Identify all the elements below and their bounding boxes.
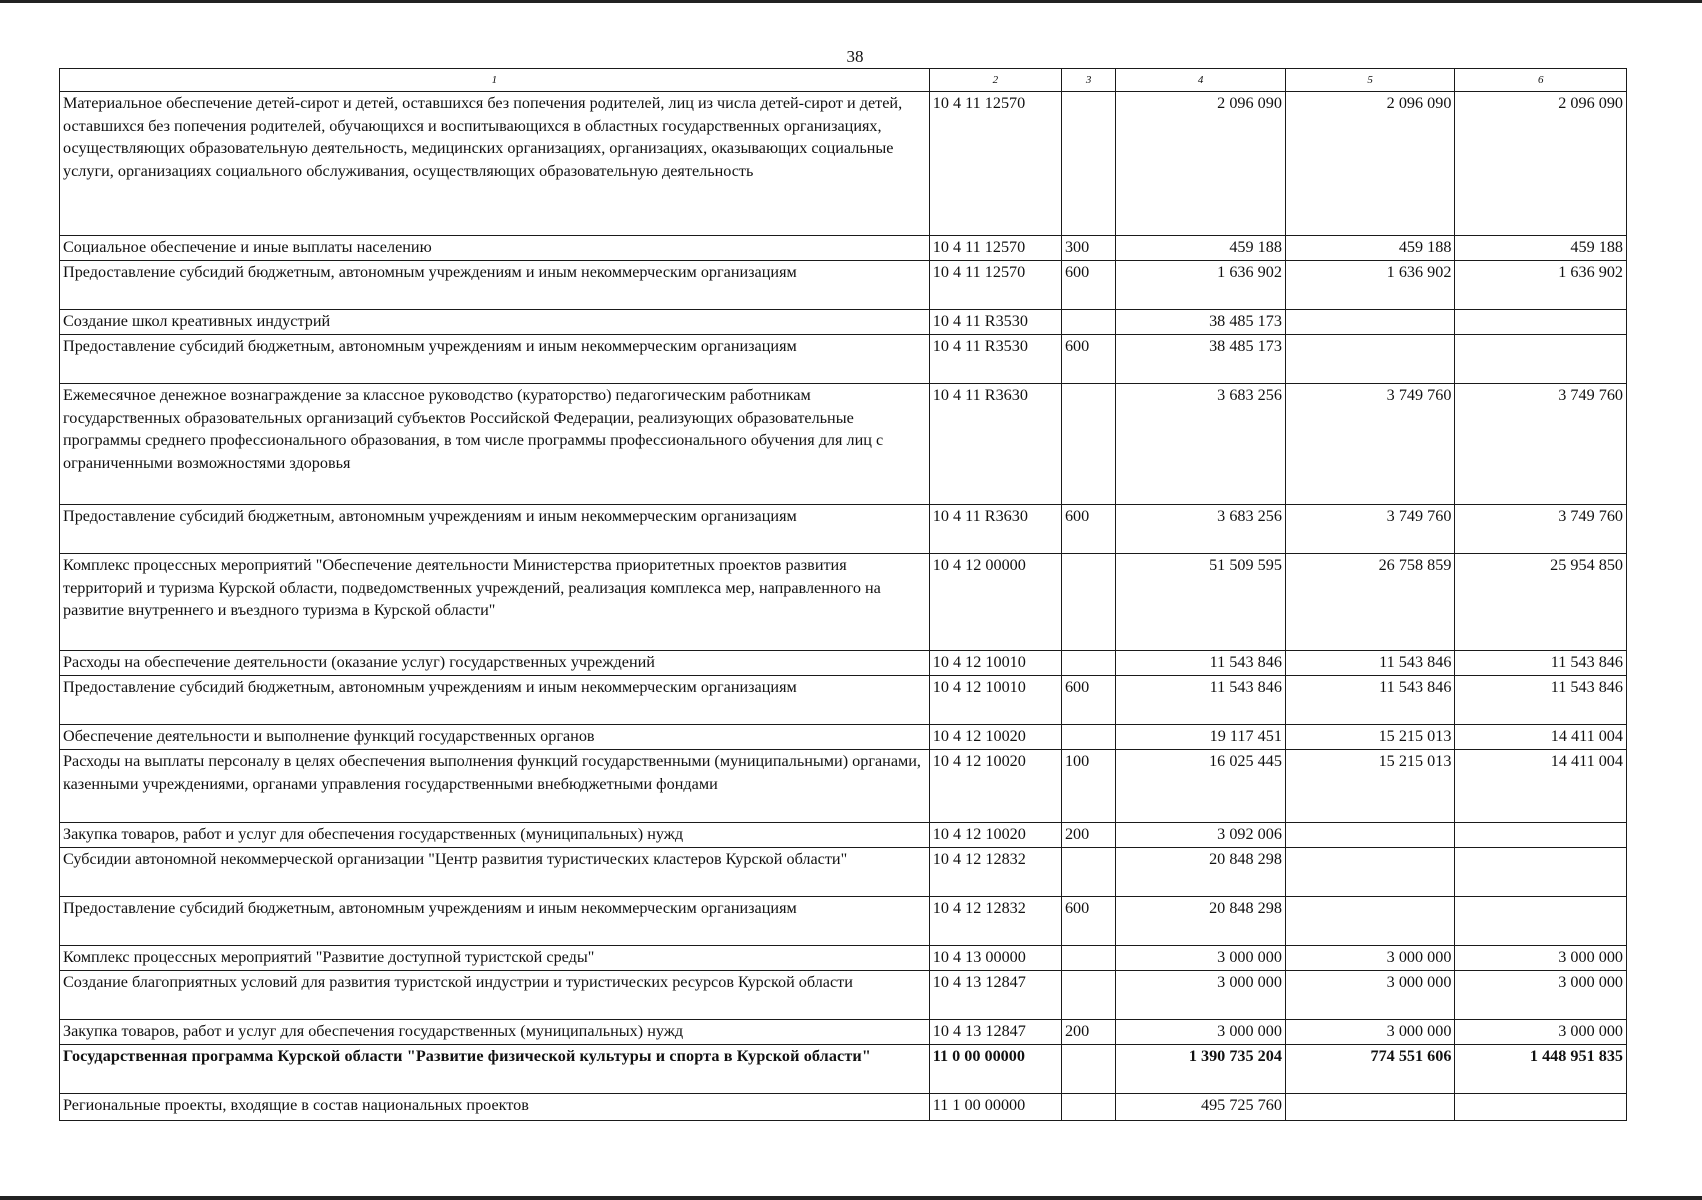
row-expense-type-cell bbox=[1061, 1094, 1115, 1121]
budget-table bbox=[59, 68, 1627, 1121]
row-name-cell: Комплекс процессных мероприятий "Развитие доступной туристской среды" bbox=[60, 946, 930, 971]
row-amount-col6-cell: 3 000 000 bbox=[1455, 971, 1627, 1020]
row-expense-type-cell bbox=[1061, 554, 1115, 651]
row-amount-col5-cell: 15 215 013 bbox=[1285, 750, 1455, 823]
row-expense-type-cell: 200 bbox=[1061, 823, 1115, 848]
row-name-cell: Предоставление субсидий бюджетным, автономным учреждениям и иным некоммерческим организациям bbox=[60, 505, 930, 554]
row-amount-col6-cell: 25 954 850 bbox=[1455, 554, 1627, 651]
row-amount-col6-cell bbox=[1455, 897, 1627, 946]
row-amount-col5-cell: 3 000 000 bbox=[1285, 946, 1455, 971]
scan-edge-top bbox=[0, 0, 1702, 3]
budget-table-body bbox=[60, 69, 1627, 1121]
row-amount-col5-cell: 2 096 090 bbox=[1285, 92, 1455, 236]
table-row bbox=[60, 848, 1627, 897]
row-name-cell: Расходы на обеспечение деятельности (оказание услуг) государственных учреждений bbox=[60, 651, 930, 676]
row-name-cell: Создание благоприятных условий для развития туристской индустрии и туристических ресурсов Курской области bbox=[60, 971, 930, 1020]
row-code-cell: 11 1 00 00000 bbox=[929, 1094, 1061, 1121]
row-amount-col6-cell: 3 749 760 bbox=[1455, 384, 1627, 505]
row-amount-col5-cell: 3 749 760 bbox=[1285, 505, 1455, 554]
row-name-cell: Закупка товаров, работ и услуг для обеспечения государственных (муниципальных) нужд bbox=[60, 823, 930, 848]
row-name-cell: Предоставление субсидий бюджетным, автономным учреждениям и иным некоммерческим организациям bbox=[60, 897, 930, 946]
row-amount-col4-cell: 459 188 bbox=[1116, 236, 1286, 261]
row-amount-col5-cell: 15 215 013 bbox=[1285, 725, 1455, 750]
row-amount-col4-cell: 20 848 298 bbox=[1116, 897, 1286, 946]
row-name-cell: Государственная программа Курской области "Развитие физической культуры и спорта в Курской области" bbox=[60, 1045, 930, 1094]
row-expense-type-cell bbox=[1061, 310, 1115, 335]
row-code-cell: 10 4 12 10020 bbox=[929, 750, 1061, 823]
row-code-cell: 10 4 12 10010 bbox=[929, 651, 1061, 676]
table-row bbox=[60, 384, 1627, 505]
row-amount-col6-cell: 11 543 846 bbox=[1455, 651, 1627, 676]
row-amount-col4-cell: 1 390 735 204 bbox=[1116, 1045, 1286, 1094]
row-name-cell: Расходы на выплаты персоналу в целях обеспечения выполнения функций государственными (муниципальными) органами, казенными учреждениями, органами управления государственными внебюджетными фондами bbox=[60, 750, 930, 823]
row-code-cell: 10 4 11 R3630 bbox=[929, 505, 1061, 554]
row-amount-col4-cell: 2 096 090 bbox=[1116, 92, 1286, 236]
row-name-cell: Создание школ креативных индустрий bbox=[60, 310, 930, 335]
table-row bbox=[60, 971, 1627, 1020]
table-row bbox=[60, 946, 1627, 971]
row-amount-col5-cell bbox=[1285, 310, 1455, 335]
row-amount-col4-cell: 51 509 595 bbox=[1116, 554, 1286, 651]
row-code-cell: 10 4 12 00000 bbox=[929, 554, 1061, 651]
row-expense-type-cell bbox=[1061, 651, 1115, 676]
row-code-cell: 10 4 11 12570 bbox=[929, 261, 1061, 310]
row-code-cell: 10 4 11 12570 bbox=[929, 236, 1061, 261]
row-amount-col4-cell: 11 543 846 bbox=[1116, 676, 1286, 725]
table-row bbox=[60, 505, 1627, 554]
table-row bbox=[60, 725, 1627, 750]
column-number-row bbox=[60, 69, 1627, 92]
table-row bbox=[60, 236, 1627, 261]
row-code-cell: 11 0 00 00000 bbox=[929, 1045, 1061, 1094]
row-expense-type-cell bbox=[1061, 384, 1115, 505]
row-amount-col4-cell: 38 485 173 bbox=[1116, 335, 1286, 384]
row-name-cell: Субсидии автономной некоммерческой организации "Центр развития туристических кластеров Курской области" bbox=[60, 848, 930, 897]
table-row bbox=[60, 92, 1627, 236]
page-number: 38 bbox=[846, 47, 864, 66]
row-amount-col6-cell bbox=[1455, 848, 1627, 897]
row-amount-col4-cell: 38 485 173 bbox=[1116, 310, 1286, 335]
table-row bbox=[60, 897, 1627, 946]
row-expense-type-cell: 600 bbox=[1061, 261, 1115, 310]
row-amount-col4-cell: 19 117 451 bbox=[1116, 725, 1286, 750]
row-amount-col5-cell: 26 758 859 bbox=[1285, 554, 1455, 651]
column-header: 2 bbox=[929, 69, 1061, 92]
row-expense-type-cell: 600 bbox=[1061, 897, 1115, 946]
row-name-cell: Предоставление субсидий бюджетным, автономным учреждениям и иным некоммерческим организациям bbox=[60, 335, 930, 384]
row-amount-col6-cell: 459 188 bbox=[1455, 236, 1627, 261]
row-code-cell: 10 4 12 12832 bbox=[929, 848, 1061, 897]
column-header: 6 bbox=[1455, 69, 1627, 92]
column-header: 3 bbox=[1061, 69, 1115, 92]
row-code-cell: 10 4 11 R3530 bbox=[929, 310, 1061, 335]
row-code-cell: 10 4 12 10020 bbox=[929, 725, 1061, 750]
row-amount-col4-cell: 3 000 000 bbox=[1116, 1020, 1286, 1045]
row-code-cell: 10 4 12 10020 bbox=[929, 823, 1061, 848]
table-row bbox=[60, 335, 1627, 384]
row-amount-col5-cell bbox=[1285, 335, 1455, 384]
row-name-cell: Ежемесячное денежное вознаграждение за классное руководство (кураторство) педагогическим работникам государственных образовательных организаций субъектов Российской Федерации, реализующих образовательные программы среднего профессионального образования, в том числе программы профессионального обучения для лиц с ограниченными возможностями здоровья bbox=[60, 384, 930, 505]
row-amount-col6-cell bbox=[1455, 335, 1627, 384]
row-expense-type-cell: 600 bbox=[1061, 505, 1115, 554]
row-amount-col4-cell: 16 025 445 bbox=[1116, 750, 1286, 823]
row-amount-col6-cell bbox=[1455, 823, 1627, 848]
row-amount-col6-cell bbox=[1455, 1094, 1627, 1121]
row-name-cell: Предоставление субсидий бюджетным, автономным учреждениям и иным некоммерческим организациям bbox=[60, 676, 930, 725]
row-expense-type-cell bbox=[1061, 946, 1115, 971]
table-row bbox=[60, 310, 1627, 335]
row-amount-col6-cell bbox=[1455, 310, 1627, 335]
table-row bbox=[60, 823, 1627, 848]
row-amount-col4-cell: 3 000 000 bbox=[1116, 946, 1286, 971]
row-amount-col6-cell: 14 411 004 bbox=[1455, 750, 1627, 823]
row-name-cell: Комплекс процессных мероприятий "Обеспечение деятельности Министерства приоритетных проектов развития территорий и туризма Курской области, подведомственных учреждений, реализация комплекса мер, направленного на развитие внутреннего и въездного туризма в Курской области" bbox=[60, 554, 930, 651]
row-name-cell: Материальное обеспечение детей-сирот и детей, оставшихся без попечения родителей, лиц из числа детей-сирот и детей, оставшихся без попечения родителей, обучающихся и воспитывающихся в областных государственных организациях, осуществляющих образовательную деятельность, медицинских организациях, организациях, оказывающих социальные услуги, организациях социального обслуживания, осуществляющих образовательную деятельность bbox=[60, 92, 930, 236]
row-amount-col4-cell: 11 543 846 bbox=[1116, 651, 1286, 676]
row-name-cell: Предоставление субсидий бюджетным, автономным учреждениям и иным некоммерческим организациям bbox=[60, 261, 930, 310]
row-name-cell: Региональные проекты, входящие в состав национальных проектов bbox=[60, 1094, 930, 1121]
row-amount-col5-cell: 459 188 bbox=[1285, 236, 1455, 261]
column-header: 5 bbox=[1285, 69, 1455, 92]
row-amount-col5-cell: 3 749 760 bbox=[1285, 384, 1455, 505]
row-code-cell: 10 4 13 12847 bbox=[929, 971, 1061, 1020]
table-row bbox=[60, 676, 1627, 725]
row-amount-col6-cell: 1 448 951 835 bbox=[1455, 1045, 1627, 1094]
row-amount-col4-cell: 3 683 256 bbox=[1116, 384, 1286, 505]
row-amount-col5-cell: 1 636 902 bbox=[1285, 261, 1455, 310]
row-code-cell: 10 4 13 00000 bbox=[929, 946, 1061, 971]
row-amount-col4-cell: 20 848 298 bbox=[1116, 848, 1286, 897]
row-amount-col5-cell bbox=[1285, 848, 1455, 897]
row-amount-col5-cell: 11 543 846 bbox=[1285, 651, 1455, 676]
row-expense-type-cell bbox=[1061, 92, 1115, 236]
table-row bbox=[60, 554, 1627, 651]
row-expense-type-cell bbox=[1061, 848, 1115, 897]
row-amount-col6-cell: 1 636 902 bbox=[1455, 261, 1627, 310]
row-name-cell: Обеспечение деятельности и выполнение функций государственных органов bbox=[60, 725, 930, 750]
row-code-cell: 10 4 11 R3630 bbox=[929, 384, 1061, 505]
column-header: 1 bbox=[60, 69, 930, 92]
row-name-cell: Закупка товаров, работ и услуг для обеспечения государственных (муниципальных) нужд bbox=[60, 1020, 930, 1045]
row-expense-type-cell: 100 bbox=[1061, 750, 1115, 823]
row-expense-type-cell bbox=[1061, 971, 1115, 1020]
scan-edge-bottom bbox=[0, 1196, 1702, 1200]
row-name-cell: Социальное обеспечение и иные выплаты населению bbox=[60, 236, 930, 261]
row-amount-col6-cell: 11 543 846 bbox=[1455, 676, 1627, 725]
row-amount-col4-cell: 3 092 006 bbox=[1116, 823, 1286, 848]
row-code-cell: 10 4 12 12832 bbox=[929, 897, 1061, 946]
row-expense-type-cell: 300 bbox=[1061, 236, 1115, 261]
row-expense-type-cell bbox=[1061, 725, 1115, 750]
row-amount-col6-cell: 3 000 000 bbox=[1455, 946, 1627, 971]
row-code-cell: 10 4 11 R3530 bbox=[929, 335, 1061, 384]
row-amount-col5-cell: 11 543 846 bbox=[1285, 676, 1455, 725]
row-amount-col6-cell: 3 000 000 bbox=[1455, 1020, 1627, 1045]
row-amount-col5-cell bbox=[1285, 1094, 1455, 1121]
row-code-cell: 10 4 11 12570 bbox=[929, 92, 1061, 236]
table-row bbox=[60, 1020, 1627, 1045]
table-row bbox=[60, 261, 1627, 310]
row-amount-col4-cell: 3 683 256 bbox=[1116, 505, 1286, 554]
row-amount-col4-cell: 495 725 760 bbox=[1116, 1094, 1286, 1121]
row-expense-type-cell: 600 bbox=[1061, 335, 1115, 384]
row-amount-col5-cell bbox=[1285, 823, 1455, 848]
column-header: 4 bbox=[1116, 69, 1286, 92]
row-amount-col4-cell: 3 000 000 bbox=[1116, 971, 1286, 1020]
row-code-cell: 10 4 12 10010 bbox=[929, 676, 1061, 725]
table-row bbox=[60, 1045, 1627, 1094]
row-amount-col4-cell: 1 636 902 bbox=[1116, 261, 1286, 310]
row-amount-col6-cell: 14 411 004 bbox=[1455, 725, 1627, 750]
row-amount-col5-cell: 3 000 000 bbox=[1285, 971, 1455, 1020]
table-row bbox=[60, 750, 1627, 823]
row-amount-col5-cell bbox=[1285, 897, 1455, 946]
row-amount-col6-cell: 3 749 760 bbox=[1455, 505, 1627, 554]
row-expense-type-cell: 600 bbox=[1061, 676, 1115, 725]
row-expense-type-cell: 200 bbox=[1061, 1020, 1115, 1045]
table-row bbox=[60, 1094, 1627, 1121]
row-amount-col5-cell: 774 551 606 bbox=[1285, 1045, 1455, 1094]
row-amount-col6-cell: 2 096 090 bbox=[1455, 92, 1627, 236]
row-amount-col5-cell: 3 000 000 bbox=[1285, 1020, 1455, 1045]
row-expense-type-cell bbox=[1061, 1045, 1115, 1094]
row-code-cell: 10 4 13 12847 bbox=[929, 1020, 1061, 1045]
table-row bbox=[60, 651, 1627, 676]
